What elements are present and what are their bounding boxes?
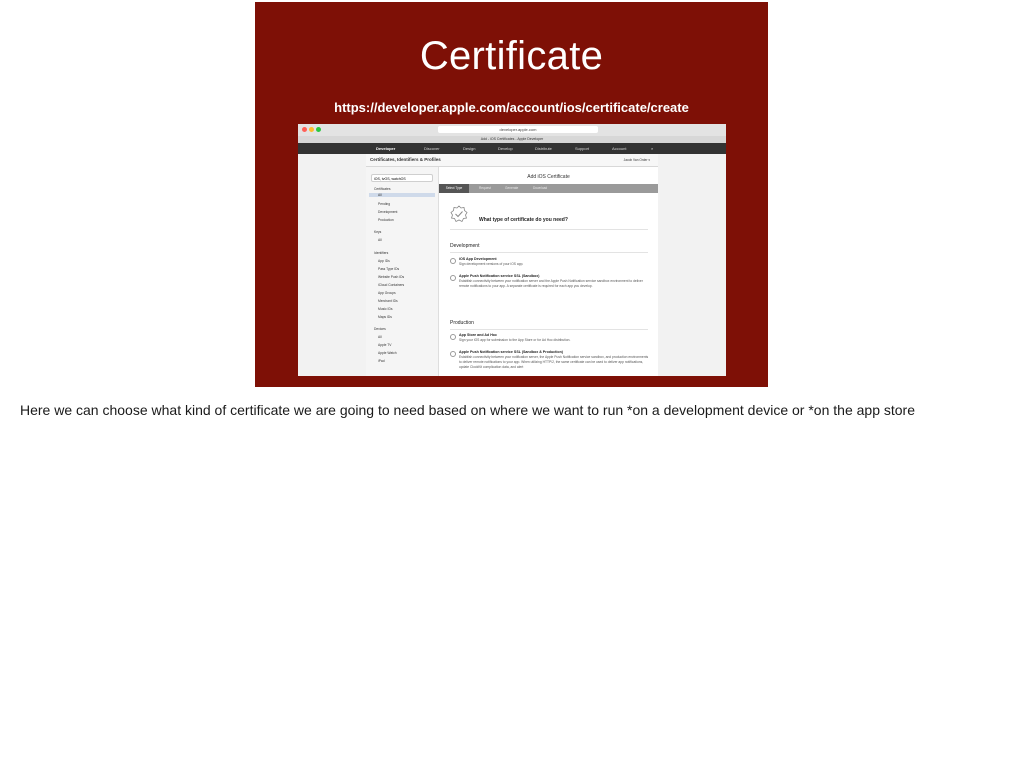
sidebar-item-icloud-containers[interactable]: iCloud Containers bbox=[378, 283, 405, 287]
option-description: Establish connectivity between your notification server, the Apple Push Notification service sandbox, and production environments to deliver remote notifications to your app. When utilizing HTTP/2, the same certificate can be used to deliver app notifications, update ClockKit complication data, and alert bbox=[459, 355, 649, 369]
option-description: Establish connectivity between your notification server and the Apple Push Notification service sandbox environment to deliver remote notifications to your app. A separate certificate is required for each app you develop. bbox=[459, 279, 643, 288]
nav-design[interactable]: Design bbox=[463, 146, 476, 151]
sidebar-item-all-keys[interactable]: All bbox=[378, 238, 382, 242]
radio-button[interactable] bbox=[450, 334, 456, 340]
search-icon[interactable]: ⌕ bbox=[651, 146, 654, 151]
option-description: Sign your iOS app for submission to the App Store or for Ad Hoc distribution. bbox=[459, 338, 571, 342]
sidebar-item-merchant-ids[interactable]: Merchant IDs bbox=[378, 299, 398, 303]
development-heading: Development bbox=[450, 243, 480, 249]
sidebar-item-app-groups[interactable]: App Groups bbox=[378, 291, 396, 295]
address-bar[interactable]: developer.apple.com bbox=[438, 126, 598, 133]
sidebar-item-maps-ids[interactable]: Maps IDs bbox=[378, 315, 392, 319]
sidebar-group-identifiers: Identifiers bbox=[374, 251, 389, 255]
sidebar-item-all-devices[interactable]: All bbox=[378, 335, 382, 339]
radio-button[interactable] bbox=[450, 351, 456, 357]
nav-account[interactable]: Account bbox=[612, 146, 627, 151]
sidebar-group-certificates: Certificates bbox=[374, 187, 391, 191]
sidebar-group-devices: Devices bbox=[374, 327, 386, 331]
sidebar-item-apple-watch[interactable]: Apple Watch bbox=[378, 351, 397, 355]
option-title: Apple Push Notification service SSL (Sandbox) bbox=[459, 274, 540, 278]
sidebar-item-apple-tv[interactable]: Apple TV bbox=[378, 343, 392, 347]
divider bbox=[450, 252, 648, 253]
production-heading: Production bbox=[450, 320, 474, 326]
sidebar-item-production[interactable]: Production bbox=[378, 218, 394, 222]
sidebar-group-keys: Keys bbox=[374, 230, 382, 234]
main-title: Add iOS Certificate bbox=[527, 174, 570, 180]
section-title: Certificates, Identifiers & Profiles bbox=[370, 157, 441, 162]
certificate-badge-icon bbox=[450, 205, 468, 223]
nav-develop[interactable]: Develop bbox=[498, 146, 513, 151]
close-dot-icon[interactable] bbox=[302, 127, 307, 132]
minimize-dot-icon[interactable] bbox=[309, 127, 314, 132]
radio-button[interactable] bbox=[450, 275, 456, 281]
section-header bbox=[366, 154, 658, 167]
sidebar-item-ipad[interactable]: iPad bbox=[378, 359, 385, 363]
user-menu[interactable]: Jacob Van Order ▾ bbox=[623, 158, 650, 162]
step-request: Request bbox=[479, 186, 491, 190]
main-panel bbox=[439, 167, 658, 376]
browser-screenshot bbox=[298, 124, 726, 376]
option-title: iOS App Development bbox=[459, 257, 497, 261]
nav-distribute[interactable]: Distribute bbox=[535, 146, 552, 151]
step-select-type: Select Type bbox=[439, 184, 469, 193]
platform-select[interactable]: iOS, tvOS, watchOS bbox=[371, 174, 433, 182]
sidebar-item-music-ids[interactable]: Music IDs bbox=[378, 307, 393, 311]
slide-url: https://developer.apple.com/account/ios/certificate/create bbox=[334, 100, 689, 115]
sidebar-item-all-certs[interactable]: All bbox=[369, 193, 435, 197]
developer-brand[interactable]: Developer bbox=[376, 146, 396, 151]
developer-nav bbox=[298, 143, 726, 154]
divider bbox=[450, 229, 648, 230]
sidebar-item-pass-type-ids[interactable]: Pass Type IDs bbox=[378, 267, 400, 271]
option-description: Sign development versions of your iOS app. bbox=[459, 262, 524, 266]
step-generate: Generate bbox=[505, 186, 519, 190]
option-title: App Store and Ad Hoc bbox=[459, 333, 498, 337]
nav-support[interactable]: Support bbox=[575, 146, 590, 151]
option-title: Apple Push Notification service SSL (Sandbox & Production) bbox=[459, 350, 563, 354]
step-download: Download bbox=[533, 186, 548, 190]
sidebar-item-development[interactable]: Development bbox=[378, 210, 398, 214]
slide-title: Certificate bbox=[419, 34, 604, 78]
question-heading: What type of certificate do you need? bbox=[479, 217, 568, 223]
sidebar bbox=[366, 167, 439, 376]
step-bar bbox=[439, 184, 658, 193]
sidebar-item-pending[interactable]: Pending bbox=[378, 202, 391, 206]
browser-tab[interactable]: Add - iOS Certificates - Apple Developer bbox=[298, 136, 726, 143]
slide bbox=[255, 2, 768, 387]
nav-discover[interactable]: Discover bbox=[424, 146, 440, 151]
sidebar-item-app-ids[interactable]: App IDs bbox=[378, 259, 390, 263]
zoom-dot-icon[interactable] bbox=[316, 127, 321, 132]
radio-button[interactable] bbox=[450, 258, 456, 264]
slide-caption: Here we can choose what kind of certificate we are going to need based on where we want to run *on a development device or *on the app store bbox=[20, 402, 915, 418]
divider bbox=[450, 329, 648, 330]
sidebar-item-website-push-ids[interactable]: Website Push IDs bbox=[378, 275, 405, 279]
